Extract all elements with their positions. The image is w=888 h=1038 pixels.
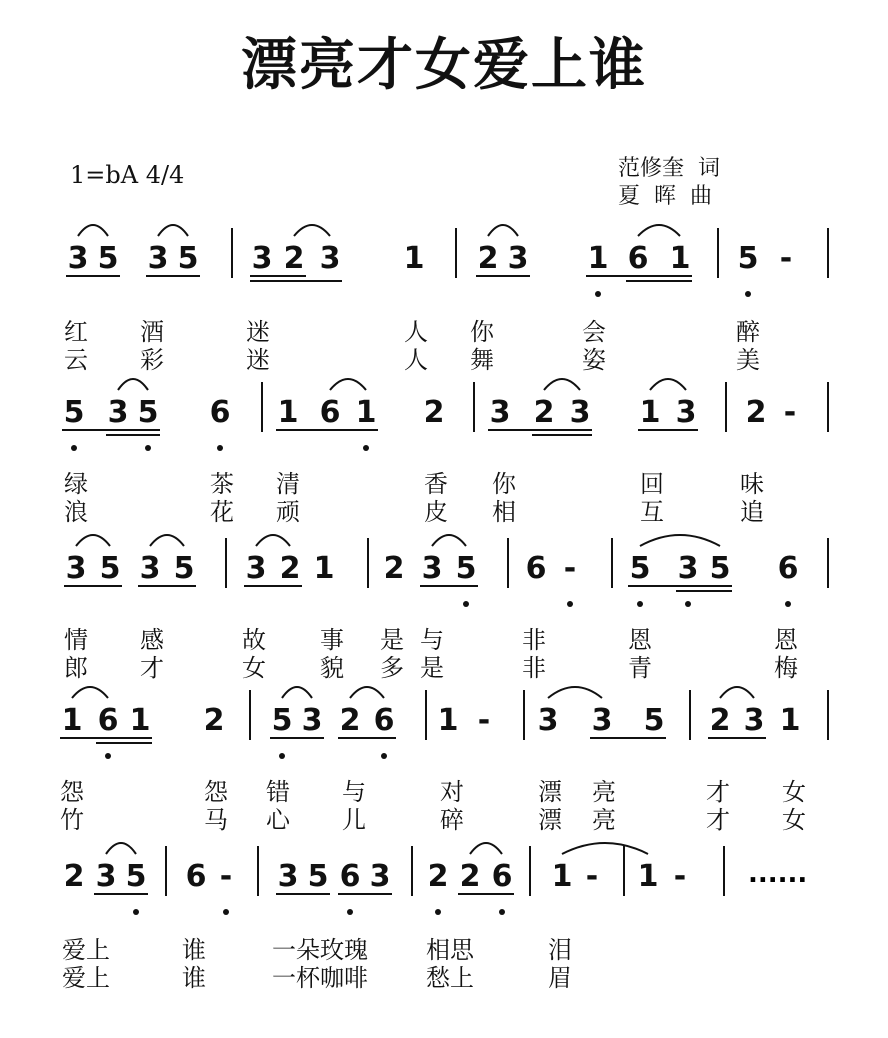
lyric-syllable: 竹 [60, 806, 84, 834]
lyric-syllable: 才 [706, 806, 730, 834]
lyric-syllable: 迷 [246, 346, 270, 374]
note-digit: 6 [627, 241, 649, 276]
lyric-syllable: 错 [266, 778, 290, 806]
lyric-syllable: 相思 [426, 936, 474, 964]
octave-dot [223, 909, 229, 915]
lyric-syllable: 碎 [440, 806, 464, 834]
slur-arc [650, 379, 686, 390]
note-digit: 6 [209, 395, 231, 430]
note-digit: 5 [173, 551, 195, 586]
note-digit: 5 [63, 395, 85, 430]
lyric-syllable: 才 [706, 778, 730, 806]
dash-note: - [585, 859, 599, 894]
song-title: 漂亮才女爱上谁 [241, 32, 647, 98]
note-digit: 3 [537, 703, 559, 738]
note-digit: 2 [339, 703, 361, 738]
lyric-syllable: 人 [404, 318, 428, 346]
dash-note: - [783, 395, 797, 430]
slur-arc [150, 535, 184, 546]
lyric-syllable: 亮 [592, 778, 616, 806]
slur-arc [118, 379, 148, 390]
note-digit: 5 [709, 551, 731, 586]
octave-dot [217, 445, 223, 451]
note-digit: 1 [61, 703, 83, 738]
octave-dot [463, 601, 469, 607]
note-digit: 6 [185, 859, 207, 894]
note-digit: 3 [251, 241, 273, 276]
lyric-syllable: 味 [740, 470, 764, 498]
slur-arc [158, 225, 188, 236]
lyric-syllable: 彩 [140, 346, 164, 374]
lyric-syllable: 漂 [538, 778, 562, 806]
lyric-syllable: 清 [276, 470, 300, 498]
lyric-syllable: 非 [522, 626, 546, 654]
slur-arc [294, 225, 330, 236]
note-digit: 2 [383, 551, 405, 586]
note-digit: 6 [525, 551, 547, 586]
note-digit: 5 [99, 551, 121, 586]
lyric-syllable: 漂 [538, 806, 562, 834]
slur-arc [640, 535, 720, 546]
lyric-syllable: 爱上 [62, 964, 110, 992]
slur-arc [548, 687, 602, 698]
note-digit: 5 [737, 241, 759, 276]
lyric-syllable: 事 [320, 626, 344, 654]
note-digit: 6 [777, 551, 799, 586]
note-digit: 1 [639, 395, 661, 430]
lyric-syllable: 相 [492, 498, 516, 526]
note-digit: 6 [491, 859, 513, 894]
lyric-syllable: 貌 [320, 654, 344, 682]
lyric-syllable: 谁 [182, 964, 206, 992]
note-digit: 3 [569, 395, 591, 430]
lyric-syllable: 舞 [470, 346, 494, 374]
lyric-syllable: 会 [582, 318, 606, 346]
slur-arc [72, 687, 108, 698]
octave-dot [133, 909, 139, 915]
note-digit: 1 [779, 703, 801, 738]
lyric-syllable: 美 [736, 346, 760, 374]
note-digit: 1 [669, 241, 691, 276]
key-signature: 1=bA 4/4 [70, 161, 185, 189]
lyric-syllable: 多 [380, 654, 404, 682]
lyric-syllable: 恩 [628, 626, 652, 654]
note-digit: 2 [63, 859, 85, 894]
lyric-syllable: 女 [782, 806, 806, 834]
note-digit: 5 [97, 241, 119, 276]
octave-dot [785, 601, 791, 607]
lyric-syllable: 马 [204, 806, 228, 834]
dash-note: - [563, 551, 577, 586]
slur-arc [330, 379, 366, 390]
lyric-syllable: 爱上 [62, 936, 110, 964]
lyric-syllable: 迷 [246, 318, 270, 346]
lyricist-credit: 范修奎 词 [618, 156, 720, 181]
note-digit: 3 [677, 551, 699, 586]
lyric-syllable: 追 [740, 498, 764, 526]
lyric-syllable: 青 [628, 654, 652, 682]
note-digit: 3 [139, 551, 161, 586]
note-digit: 3 [421, 551, 443, 586]
slur-arc [256, 535, 290, 546]
lyric-syllable: 醉 [736, 318, 760, 346]
lyric-syllable: 是 [380, 626, 404, 654]
slur-arc [78, 225, 108, 236]
slur-arc [76, 535, 110, 546]
octave-dot [637, 601, 643, 607]
lyric-syllable: 心 [266, 806, 290, 834]
lyric-syllable: 女 [242, 654, 266, 682]
note-digit: 2 [745, 395, 767, 430]
lyric-syllable: 梅 [774, 654, 798, 682]
lyric-syllable: 怨 [60, 778, 84, 806]
slur-arc [562, 843, 648, 854]
note-digit: 2 [283, 241, 305, 276]
lyric-syllable: 眉 [548, 964, 572, 992]
note-digit: 1 [277, 395, 299, 430]
lyric-syllable: 才 [140, 654, 164, 682]
slur-arc [720, 687, 754, 698]
note-digit: 5 [125, 859, 147, 894]
octave-dot [685, 601, 691, 607]
lyric-syllable: 非 [522, 654, 546, 682]
note-digit: 3 [107, 395, 129, 430]
octave-dot [279, 753, 285, 759]
slur-arc [470, 843, 502, 854]
note-digit: 3 [245, 551, 267, 586]
octave-dot [363, 445, 369, 451]
lyric-syllable: 人 [404, 346, 428, 374]
slur-arc [638, 225, 680, 236]
note-digit: 3 [67, 241, 89, 276]
lyric-syllable: 浪 [64, 498, 88, 526]
note-digit: 3 [147, 241, 169, 276]
note-digit: 6 [97, 703, 119, 738]
lyric-syllable: 互 [640, 498, 664, 526]
lyric-syllable: 儿 [342, 806, 366, 834]
lyric-syllable: 你 [492, 470, 516, 498]
note-digit: 5 [271, 703, 293, 738]
lyric-syllable: 花 [210, 498, 234, 526]
note-digit: 3 [369, 859, 391, 894]
lyric-syllable: 与 [342, 778, 366, 806]
lyric-syllable: 你 [470, 318, 494, 346]
lyric-syllable: 茶 [210, 470, 234, 498]
note-digit: 1 [437, 703, 459, 738]
dash-note: - [779, 241, 793, 276]
octave-dot [435, 909, 441, 915]
lyric-syllable: 泪 [548, 936, 572, 964]
octave-dot [145, 445, 151, 451]
lyric-syllable: 情 [64, 626, 88, 654]
lyric-syllable: 酒 [140, 318, 164, 346]
lyric-syllable: 皮 [424, 498, 448, 526]
octave-dot [745, 291, 751, 297]
dash-note: - [673, 859, 687, 894]
lyric-syllable: 恩 [774, 626, 798, 654]
lyric-syllable: 亮 [592, 806, 616, 834]
lyric-syllable: 感 [140, 626, 164, 654]
slur-arc [282, 687, 312, 698]
note-digit: 1 [129, 703, 151, 738]
octave-dot [347, 909, 353, 915]
note-digit: 2 [279, 551, 301, 586]
lyric-syllable: 郎 [64, 654, 88, 682]
note-digit: 2 [203, 703, 225, 738]
slur-arc [432, 535, 466, 546]
lyric-syllable: 是 [420, 654, 444, 682]
note-digit: 3 [675, 395, 697, 430]
note-digit: 6 [319, 395, 341, 430]
note-digit: 6 [339, 859, 361, 894]
note-digit: 5 [137, 395, 159, 430]
note-digit: 5 [643, 703, 665, 738]
note-digit: 3 [277, 859, 299, 894]
note-digit: 1 [355, 395, 377, 430]
lyric-syllable: 绿 [64, 470, 88, 498]
lyric-syllable: 姿 [582, 346, 606, 374]
lyric-syllable: 云 [64, 346, 88, 374]
note-digit: 3 [301, 703, 323, 738]
composer-credit: 夏 晖 曲 [618, 184, 712, 209]
note-digit: 2 [533, 395, 555, 430]
note-digit: 1 [313, 551, 335, 586]
dash-note: - [219, 859, 233, 894]
note-digit: 3 [743, 703, 765, 738]
note-digit: 2 [477, 241, 499, 276]
octave-dot [499, 909, 505, 915]
note-digit: 3 [65, 551, 87, 586]
note-digit: 3 [507, 241, 529, 276]
note-digit: 1 [551, 859, 573, 894]
note-digit: 1 [637, 859, 659, 894]
lyric-syllable: 怨 [204, 778, 228, 806]
octave-dot [595, 291, 601, 297]
note-digit: 2 [459, 859, 481, 894]
slur-arc [544, 379, 580, 390]
lyric-syllable: 顽 [276, 498, 300, 526]
note-digit: 3 [489, 395, 511, 430]
slur-arc [106, 843, 136, 854]
note-digit: 5 [629, 551, 651, 586]
note-digit: 5 [177, 241, 199, 276]
note-digit: 5 [307, 859, 329, 894]
note-digit: 3 [319, 241, 341, 276]
note-digit: 1 [587, 241, 609, 276]
lyric-syllable: 香 [424, 470, 448, 498]
slur-arc [488, 225, 518, 236]
note-digit: 6 [373, 703, 395, 738]
note-digit: 2 [427, 859, 449, 894]
note-digit: 1 [403, 241, 425, 276]
note-digit: 3 [591, 703, 613, 738]
lyric-syllable: 谁 [182, 936, 206, 964]
lyric-syllable: 红 [64, 318, 88, 346]
note-digit: 3 [95, 859, 117, 894]
octave-dot [381, 753, 387, 759]
octave-dot [105, 753, 111, 759]
dash-note: - [477, 703, 491, 738]
note-digit: 2 [423, 395, 445, 430]
ellipsis-mark: ...... [748, 859, 808, 889]
lyric-syllable: 对 [440, 778, 464, 806]
lyric-syllable: 故 [242, 626, 266, 654]
note-digit: 2 [709, 703, 731, 738]
octave-dot [71, 445, 77, 451]
octave-dot [567, 601, 573, 607]
note-digit: 5 [455, 551, 477, 586]
lyric-syllable: 一杯咖啡 [272, 964, 368, 992]
slur-arc [350, 687, 384, 698]
lyric-syllable: 回 [640, 470, 664, 498]
lyric-syllable: 女 [782, 778, 806, 806]
lyric-syllable: 一朵玫瑰 [272, 936, 368, 964]
lyric-syllable: 与 [420, 626, 444, 654]
lyric-syllable: 愁上 [426, 964, 474, 992]
